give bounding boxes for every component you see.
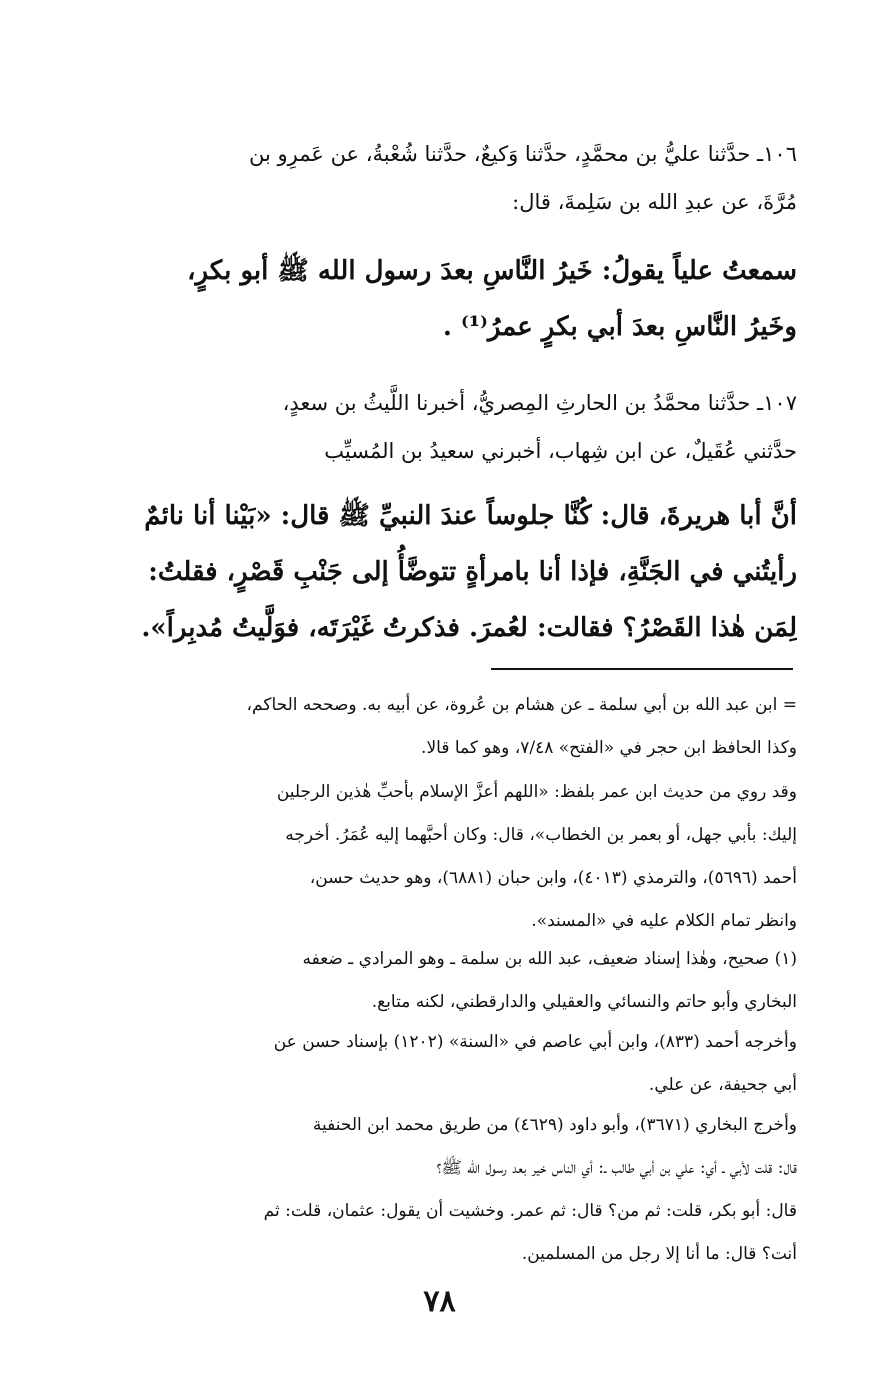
page-number: ٧٨: [423, 1284, 456, 1319]
hadith-107-isnad: [78, 379, 797, 475]
footnote-paragraph: [78, 1021, 797, 1107]
text-line: إليك: بأبي جهل، أو بعمر بن الخطاب»، قال: وكان أحبَّهما إليه عُمَرُ. أخرجه: [285, 825, 797, 845]
text-line: ١٠٦ـ حدَّثنا عليُّ بن محمَّدٍ، حدَّثنا وَكيعٌ، حدَّثنا شُعْبةُ، عن عَمرِو بن: [248, 142, 797, 166]
footnote-1: [78, 938, 797, 1024]
text-line: لِمَن هٰذا القَصْرُ؟ فقالت: لعُمرَ. فذكرتُ غَيْرَتَه، فوَلَّيتُ مُدبِراً».: [141, 613, 797, 643]
text-line: أبي جحيفة، عن علي.: [648, 1075, 797, 1095]
text-line: رأيتُني في الجَنَّةِ، فإذا أنا بامرأةٍ تتوضَّأُ إلى جَنْبِ قَصْرٍ، فقلتُ:: [148, 557, 797, 587]
text-line: (١) صحيح، وهٰذا إسناد ضعيف، عبد الله بن سلمة ـ وهو المرادي ـ ضعفه: [302, 949, 797, 969]
hadith-106-matn: [78, 243, 797, 355]
text-line: وأخرجه أحمد (٨٣٣)، وابن أبي عاصم في «السنة» (١٢٠٢) بإسناد حسن عن: [273, 1032, 797, 1052]
hadith-106-isnad: [78, 130, 797, 226]
text-line: قال: قلت لأبي ـ أي: علي بن أبي طالب ـ: أي الناس خير بعد رسول الله ﷺ؟: [436, 1158, 797, 1178]
hadith-107-matn: [78, 488, 797, 656]
text-line: = ابن عبد الله بن أبي سلمة ـ عن هشام بن عُروة، عن أبيه به. وصححه الحاكم،: [246, 695, 797, 715]
text-line: مُرَّةَ، عن عبدِ الله بن سَلِمةَ، قال:: [512, 190, 797, 214]
text-line: أنت؟ قال: ما أنا إلا رجل من المسلمين.: [521, 1244, 797, 1264]
text-line: قال: أبو بكر، قلت: ثم من؟ قال: ثم عمر. وخشيت أن يقول: عثمان، قلت: ثم: [263, 1201, 797, 1221]
text-line: وقد روي من حديث ابن عمر بلفظ: «اللهم أعزَّ الإسلام بأحبِّ هٰذين الرجلين: [276, 782, 797, 802]
footnote-continuation: [78, 684, 797, 770]
text-line: وانظر تمام الكلام عليه في «المسند».: [531, 911, 797, 931]
footnote-paragraph: [78, 771, 797, 943]
text-line: وأخرج البخاري (٣٦٧١)، وأبو داود (٤٦٢٩) من طريق محمد ابن الحنفية: [312, 1115, 797, 1135]
text-line: وخَيرُ النَّاسِ بعدَ أبي بكرٍ عمرُ⁽¹⁾ .: [442, 312, 797, 342]
text-line: وكذا الحافظ ابن حجر في «الفتح» ٧/٤٨، وهو كما قالا.: [421, 738, 797, 758]
text-line: أحمد (٥٦٩٦)، والترمذي (٤٠١٣)، وابن حبان (٦٨٨١)، وهو حديث حسن،: [309, 868, 797, 888]
footnote-separator: [491, 668, 793, 670]
text-line: البخاري وأبو حاتم والنسائي والعقيلي والدارقطني، لكنه متابع.: [371, 992, 797, 1012]
text-line: حدَّثني عُقَيلٌ، عن ابن شِهاب، أخبرني سعيدُ بن المُسيِّب: [324, 439, 797, 463]
footnote-paragraph: [78, 1104, 797, 1276]
text-line: ١٠٧ـ حدَّثنا محمَّدُ بن الحارثِ المِصريُّ، أخبرنا اللَّيثُ بن سعدٍ،: [282, 391, 797, 415]
text-line: أنَّ أبا هريرةَ، قال: كُنَّا جلوساً عندَ النبيِّ ﷺ قال: «بَيْنا أنا نائمٌ: [144, 501, 797, 531]
text-line: سمعتُ علياً يقولُ: خَيرُ النَّاسِ بعدَ رسول الله ﷺ أبو بكرٍ،: [187, 256, 797, 286]
